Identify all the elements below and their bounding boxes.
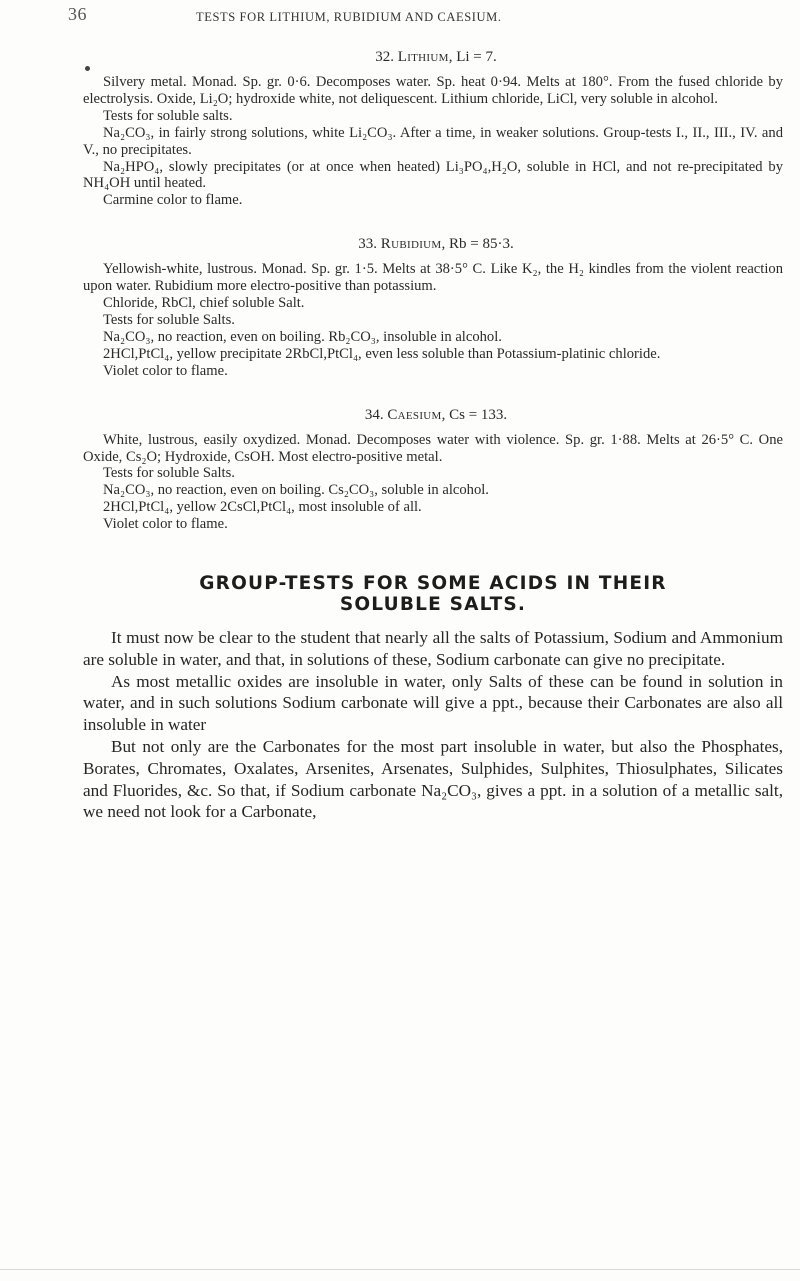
section-lithium	[83, 48, 783, 209]
group-tests-section	[83, 573, 783, 823]
section-paragraph: Tests for soluble Salts.	[103, 311, 235, 328]
section-paragraph: Tests for soluble salts.	[103, 107, 233, 124]
page-number: 36	[68, 4, 87, 24]
body-paragraph: As most metallic oxides are insoluble in water, only Salts of these can be found in solution in water, and in such solutions Sodium carbonate will give a ppt., because their Carbonates are also all insoluble in water	[83, 671, 783, 735]
section-paragraph: Carmine color to flame.	[103, 192, 243, 209]
section-paragraph: Chloride, RbCl, chief soluble Salt.	[103, 295, 305, 312]
spacer	[83, 533, 783, 573]
heading-line: GROUP-TESTS FOR SOME ACIDS IN THEIR	[199, 573, 667, 595]
element-name: Lithium	[397, 49, 449, 65]
page-edge-rule	[0, 1269, 800, 1270]
section-title	[83, 235, 783, 253]
section-paragraph: White, lustrous, easily oxydized. Monad. Decomposes water with violence. Sp. gr. 1·88. Melts at 26·5° C. One Oxide, Cs₂O; Hydroxide, CsOH. Most electro-positive metal.	[83, 431, 783, 465]
section-title	[83, 48, 783, 66]
element-formula: , Li = 7.	[448, 49, 497, 65]
section-paragraph: Na₂CO₃, no reaction, even on boiling. Rb₂CO₃, insoluble in alcohol.	[103, 328, 502, 345]
spacer	[83, 380, 783, 406]
running-title: TESTS FOR LITHIUM, RUBIDIUM AND CAESIUM.	[196, 10, 502, 24]
heading-line: SOLUBLE SALTS.	[339, 594, 527, 616]
body-paragraph: But not only are the Carbonates for the most part insoluble in water, but also the Phosphates, Borates, Chromates, Oxalates, Arsenites, Arsenates, Sulphides, Sulphites, Thiosulphates, Silicates and Fluorides, &c. So that, if Sodium carbonate Na₂CO₃, gives a ppt. in a solution of a metallic salt, we need not look for a Carbonate,	[83, 737, 783, 822]
section-title	[83, 406, 783, 424]
section-paragraph: Na₂HPO₄, slowly precipitates (or at once when heated) Li₃PO₄,H₂O, soluble in HCl, and not re-precipitated by NH₄OH until heated.	[83, 158, 783, 192]
running-head	[68, 4, 760, 30]
element-name: Rubidium	[380, 236, 442, 253]
element-formula: , Cs = 133.	[441, 406, 508, 423]
section-number: 34.	[364, 406, 384, 423]
group-tests-heading	[83, 573, 783, 615]
section-paragraph: Na₂CO₃, in fairly strong solutions, white Li₂CO₃. After a time, in weaker solutions. Group-tests I., II., III., IV. and V., no precipitates.	[83, 124, 783, 158]
body-paragraph: It must now be clear to the student that nearly all the salts of Potassium, Sodium and Ammonium are soluble in water, and that, in solutions of these, Sodium carbonate can give no precipitate.	[83, 628, 783, 669]
section-caesium	[83, 406, 783, 533]
section-paragraph: Violet color to flame.	[103, 362, 228, 379]
section-paragraph: Silvery metal. Monad. Sp. gr. 0·6. Decomposes water. Sp. heat 0·94. Melts at 180°. From the fused chloride by electrolysis. Oxide, Li₂O; hydroxide white, not deliquescent. Lithium chloride, LiCl, very soluble in alcohol.	[83, 74, 783, 107]
element-formula: , Rb = 85·3.	[441, 236, 514, 253]
page-content	[83, 48, 783, 823]
section-number: 32.	[375, 49, 394, 65]
section-paragraph: Yellowish-white, lustrous. Monad. Sp. gr. 1·5. Melts at 38·5° C. Like K₂, the H₂ kindles from the violent reaction upon water. Rubidium more electro-positive than potassium.	[83, 261, 783, 295]
section-paragraph: 2HCl,PtCl₄, yellow precipitate 2RbCl,PtCl₄, even less soluble than Potassium-platinic chloride.	[103, 345, 661, 362]
section-rubidium	[83, 235, 783, 379]
section-paragraph: Violet color to flame.	[103, 516, 228, 533]
section-paragraph: Na₂CO₃, no reaction, even on boiling. Cs₂CO₃, soluble in alcohol.	[103, 482, 489, 499]
element-name: Caesium	[387, 406, 442, 423]
spacer	[83, 209, 783, 235]
section-paragraph: 2HCl,PtCl₄, yellow 2CsCl,PtCl₄, most insoluble of all.	[103, 499, 422, 516]
section-paragraph: Tests for soluble Salts.	[103, 465, 235, 482]
section-number: 33.	[358, 236, 378, 253]
